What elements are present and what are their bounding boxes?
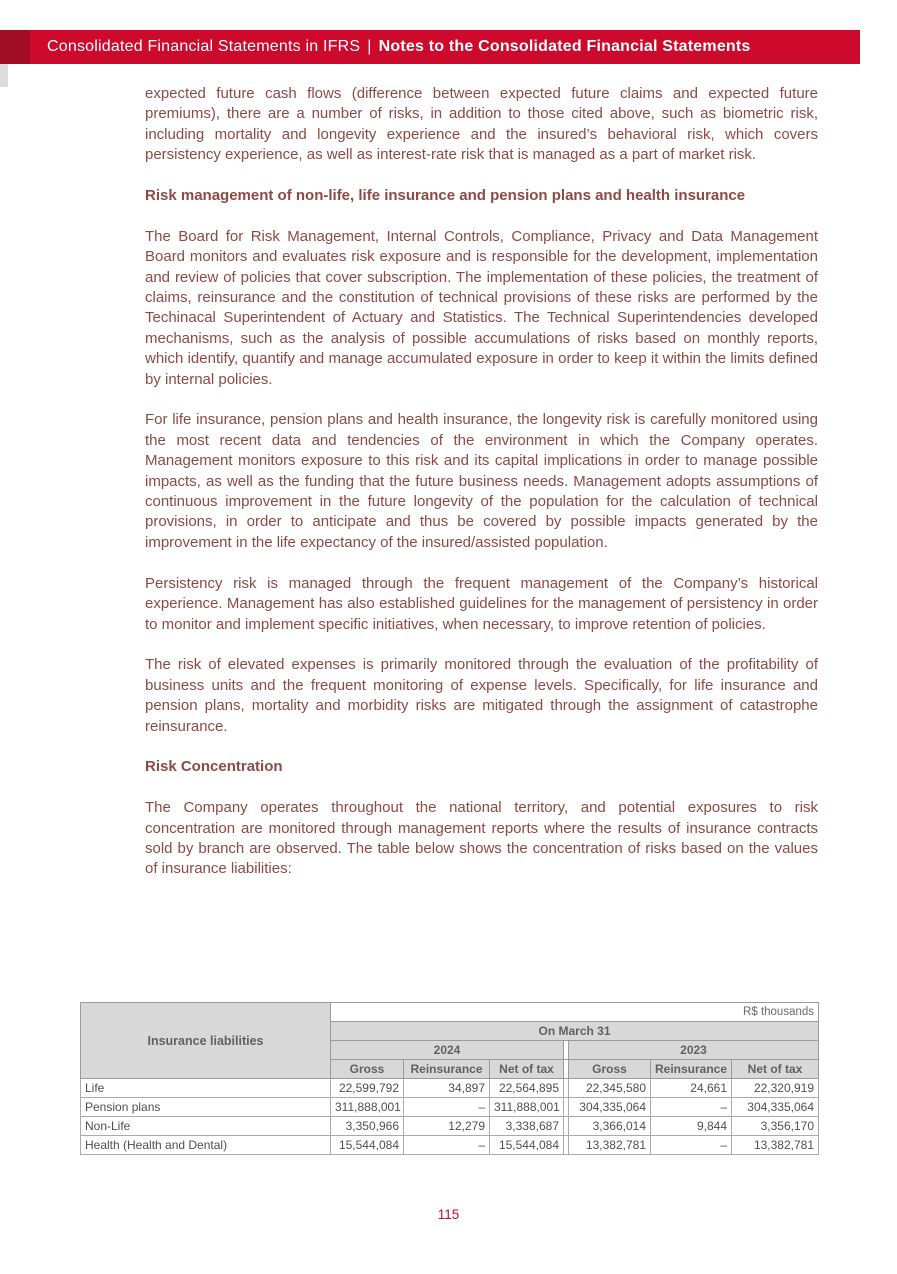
insurance-liabilities-table xyxy=(80,1002,819,1155)
page-header-banner xyxy=(0,30,860,64)
table-col-header-net-of-tax: Net of tax xyxy=(490,1060,564,1079)
table-cell-value: 22,599,792 xyxy=(331,1079,404,1098)
banner-title-separator: | xyxy=(367,38,372,55)
section-heading-risk-management: Risk management of non-life, life insurance and pension plans and health insurance xyxy=(145,187,746,205)
table-cell-value: 311,888,001 xyxy=(331,1098,404,1117)
table-row xyxy=(81,1136,819,1155)
table-year-header-2023: 2023 xyxy=(569,1041,819,1060)
table-period-header: On March 31 xyxy=(331,1022,819,1041)
table-row-label: Health (Health and Dental) xyxy=(81,1136,331,1155)
table-row xyxy=(81,1117,819,1136)
table-row-label: Life xyxy=(81,1079,331,1098)
table-col-header-gross: Gross xyxy=(569,1060,651,1079)
table-cell-value: 22,345,580 xyxy=(569,1079,651,1098)
table-cell-value: 311,888,001 xyxy=(490,1098,564,1117)
banner-title xyxy=(47,38,751,56)
table-cell-value: 24,661 xyxy=(651,1079,732,1098)
banner-title-right: Notes to the Consolidated Financial Statements xyxy=(378,38,751,55)
table-cell-value: 3,356,170 xyxy=(732,1117,819,1136)
banner-accent-block xyxy=(0,30,30,64)
table-row-label: Non-Life xyxy=(81,1117,331,1136)
paragraph: For life insurance, pension plans and health insurance, the longevity risk is carefully monitored using the most recent data and tendencies of the environment in which the Company operates. Management monitors exposure to this risk and its capital implications in order to manage possible impacts, as well as the funding that the future business needs. Management adopts assumptions of continuous improvement in the future longevity of the population for the calculation of technical provisions, in order to anticipate and thus be covered by possible impacts generated by the improvement in the life expectancy of the insured/assisted population. xyxy=(145,411,818,551)
paragraph: expected future cash flows (difference between expected future claims and expected future premiums), there are a number of risks, in addition to those cited above, such as biometric risk, including mortality and longevity experience and the insured’s behavioral risk, which covers persistency experience, as well as interest-rate risk that is managed as a part of market risk. xyxy=(145,85,818,164)
table-col-header-gross: Gross xyxy=(331,1060,404,1079)
paragraph: The Board for Risk Management, Internal Controls, Compliance, Privacy and Data Management Board monitors and evaluates risk exposure and is responsible for the development, implementation and review of policies that cover subscription. The implementation of these policies, the treatment of claims, reinsurance and the constitution of technical provisions of these risks are performed by the Techinacal Superintendent of Actuary and Statistics. The Technical Superintendencies developed mechanisms, such as the analysis of possible accumulations of risks based on monthly reports, which identify, quantify and manage accumulated exposure in order to keep it within the limits defined by internal policies. xyxy=(145,227,818,388)
table-cell-value: 22,564,895 xyxy=(490,1079,564,1098)
table-col-header-net-of-tax: Net of tax xyxy=(732,1060,819,1079)
table-col-header-reinsurance: Reinsurance xyxy=(651,1060,732,1079)
table-cell-value: 15,544,084 xyxy=(331,1136,404,1155)
paragraph: The risk of elevated expenses is primarily monitored through the evaluation of the profitability of business units and the frequent monitoring of expense levels. Specifically, for life insurance and pension plans, mortality and morbidity risks are mitigated through the assignment of catastrophe reinsurance. xyxy=(145,656,818,735)
table-cell-value: 9,844 xyxy=(651,1117,732,1136)
table-cell-value: 13,382,781 xyxy=(732,1136,819,1155)
paragraph: The Company operates throughout the national territory, and potential exposures to risk concentration are monitored through management reports where the results of insurance contracts sold by branch are observed. The table below shows the concentration of risks based on the values of insurance liabilities: xyxy=(145,799,818,878)
page-number: 115 xyxy=(437,1207,460,1222)
table-cell-value: – xyxy=(651,1136,732,1155)
table-unit-label: R$ thousands xyxy=(331,1003,819,1022)
page-edge-mark xyxy=(0,64,8,87)
insurance-liabilities-table-wrap xyxy=(80,1002,818,1155)
table-cell-value: – xyxy=(404,1098,490,1117)
table-year-header-2024: 2024 xyxy=(331,1041,564,1060)
body-text xyxy=(145,84,818,900)
table-cell-value: – xyxy=(651,1098,732,1117)
table-cell-value: 304,335,064 xyxy=(569,1098,651,1117)
table-cell-value: 3,338,687 xyxy=(490,1117,564,1136)
paragraph: Persistency risk is managed through the frequent management of the Company’s historical experience. Management has also established guidelines for the management of persistency in order to monitor and implement specific initiatives, when necessary, to improve retention of policies. xyxy=(145,574,818,633)
banner-title-left: Consolidated Financial Statements in IFRS xyxy=(47,38,361,55)
table-cell-value: 3,366,014 xyxy=(569,1117,651,1136)
table-cell-value: – xyxy=(404,1136,490,1155)
table-col-header-reinsurance: Reinsurance xyxy=(404,1060,490,1079)
section-heading-risk-concentration: Risk Concentration xyxy=(145,758,283,776)
table-row xyxy=(81,1079,819,1098)
table-corner-header: Insurance liabilities xyxy=(81,1003,331,1079)
table-cell-value: 304,335,064 xyxy=(732,1098,819,1117)
table-cell-value: 15,544,084 xyxy=(490,1136,564,1155)
table-row xyxy=(81,1098,819,1117)
table-cell-value: 34,897 xyxy=(404,1079,490,1098)
table-cell-value: 22,320,919 xyxy=(732,1079,819,1098)
table-cell-value: 13,382,781 xyxy=(569,1136,651,1155)
table-row-label: Pension plans xyxy=(81,1098,331,1117)
table-cell-value: 3,350,966 xyxy=(331,1117,404,1136)
table-cell-value: 12,279 xyxy=(404,1117,490,1136)
